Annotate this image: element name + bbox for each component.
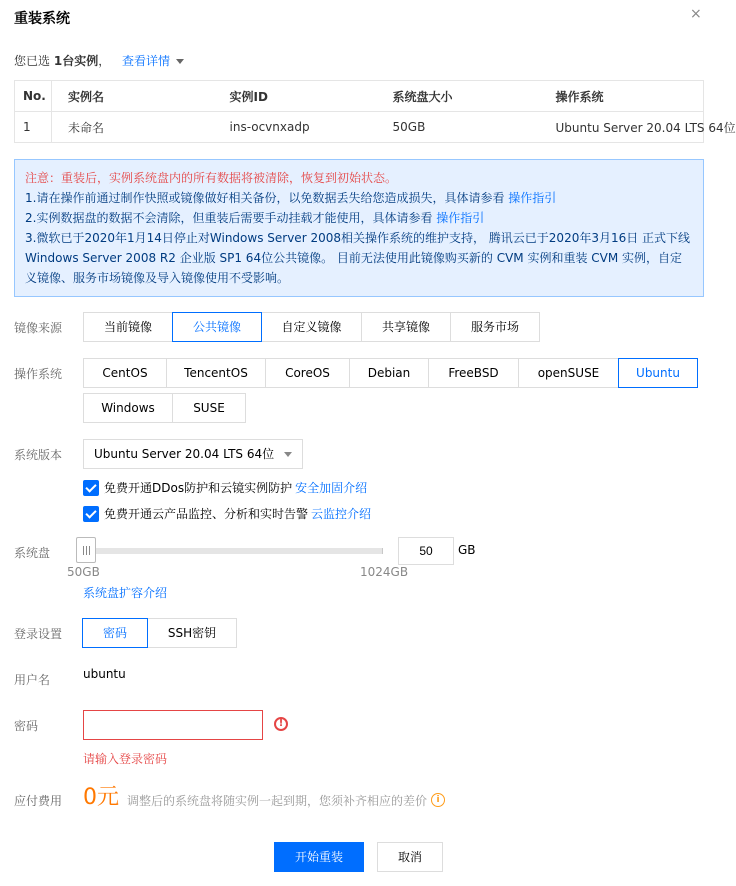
cell-os [540, 112, 736, 143]
disk-size-input[interactable] [398, 537, 454, 565]
monitoring-text: 免费开通云产品监控、分析和实时告警 [104, 507, 309, 521]
notice-box [14, 159, 704, 297]
login-option-ssh-key[interactable]: SSH密钥 [147, 618, 237, 648]
fee-note: 调整后的系统盘将随实例一起到期，您须补齐相应的差价 [127, 794, 428, 808]
login-option-password[interactable]: 密码 [82, 618, 148, 648]
password-label: 密码 [14, 719, 39, 733]
view-details-link[interactable] [122, 54, 184, 68]
disk-expand-link[interactable]: 系统盘扩容介绍 [83, 586, 168, 600]
cell-no: 1 [15, 112, 52, 143]
os-option-opensuse[interactable]: openSUSE [518, 358, 619, 388]
security-hardening-link[interactable]: 安全加固介绍 [295, 481, 368, 495]
password-error-text: 请输入登录密码 [83, 752, 168, 766]
dialog-title: 重装系统 [14, 11, 70, 27]
os-option-tencentos[interactable]: TencentOS [166, 358, 266, 388]
image-source-shared[interactable]: 共享镜像 [361, 312, 451, 342]
ddos-protection-text: 免费开通DDos防护和云镜实例防护 [104, 481, 293, 495]
checkbox-checked-icon [83, 506, 99, 522]
password-input[interactable] [83, 710, 263, 740]
username-label: 用户名 [14, 673, 51, 687]
column-header-os: 操作系统 [540, 81, 704, 112]
column-header-name: 实例名 [52, 81, 214, 112]
table-row [15, 112, 704, 143]
os-option-debian[interactable]: Debian [349, 358, 429, 388]
notice-line-3: 3.微软已于2020年1月14日停止对Windows Server 2008相关操作系统的维护支持， 腾讯云已于2020年3月16日 正式下线 Windows Server 2008 R2 企业版 SP1 64位公共镜像。 目前无法使用此镜像购买新的 CVM 实例和重装 CVM 实例，自定义镜像、服务市场镜像及导入镜像使用不受影响。 [25, 231, 691, 285]
disk-max-label: 1024GB [360, 565, 409, 579]
error-icon: ! [274, 717, 288, 731]
os-option-suse[interactable]: SUSE [172, 393, 246, 423]
cell-os-text: Ubuntu Server 20.04 LTS 64位 [555, 120, 736, 135]
view-details-label: 查看详情 [122, 54, 171, 68]
ddos-protection-checkbox[interactable] [83, 479, 367, 496]
os-option-windows[interactable]: Windows [83, 393, 173, 423]
table-header-row [15, 81, 704, 112]
version-select-value: Ubuntu Server 20.04 LTS 64位 [94, 447, 275, 461]
cell-name: 未命名 [52, 112, 214, 143]
disk-size-unit: GB [458, 543, 476, 557]
os-option-centos[interactable]: CentOS [83, 358, 167, 388]
os-option-coreos[interactable]: CoreOS [265, 358, 350, 388]
cell-disk-size: 50GB [377, 112, 540, 143]
cell-id: ins-ocvnxadp [214, 112, 377, 143]
notice-warning: 注意：重装后，实例系统盘内的所有数据将被清除，恢复到初始状态。 [25, 171, 398, 185]
os-label: 操作系统 [14, 367, 63, 381]
cloud-monitor-link[interactable]: 云监控介绍 [311, 507, 372, 521]
column-header-no: No. [15, 81, 52, 112]
image-source-tabs [84, 312, 540, 342]
column-header-id: 实例ID [214, 81, 377, 112]
image-source-marketplace[interactable]: 服务市场 [450, 312, 540, 342]
version-label: 系统版本 [14, 448, 63, 462]
grip-icon [83, 546, 90, 555]
os-option-ubuntu[interactable]: Ubuntu [618, 358, 698, 388]
os-option-freebsd[interactable]: FreeBSD [428, 358, 519, 388]
notice-line-2 [25, 208, 693, 228]
selection-prefix: 您已选 [14, 54, 51, 68]
system-disk-label: 系统盘 [14, 546, 51, 560]
close-icon[interactable]: × [690, 6, 702, 22]
fee-amount: 0元 [83, 785, 119, 810]
disk-min-label: 50GB [67, 565, 100, 579]
login-method-tabs [83, 618, 237, 648]
column-header-disk-size: 系统盘大小 [377, 81, 540, 112]
image-source-current[interactable]: 当前镜像 [83, 312, 173, 342]
chevron-down-icon [176, 59, 184, 64]
image-source-custom[interactable]: 自定义镜像 [261, 312, 362, 342]
notice-line-1-text: 1.请在操作前通过制作快照或镜像做好相关备份，以免数据丢失给您造成损失，具体请参看 [25, 191, 505, 205]
monitoring-checkbox[interactable] [83, 505, 371, 522]
notice-line-1 [25, 188, 693, 208]
os-options-row-1 [84, 358, 698, 388]
version-select[interactable] [83, 439, 303, 469]
start-reinstall-button[interactable]: 开始重装 [274, 842, 364, 872]
checkbox-checked-icon [83, 480, 99, 496]
disk-size-slider-track[interactable] [83, 548, 383, 554]
cancel-button[interactable]: 取消 [377, 842, 443, 872]
selection-summary [14, 52, 184, 69]
image-source-label: 镜像来源 [14, 321, 63, 335]
username-value: ubuntu [83, 667, 126, 681]
disk-size-slider-handle[interactable] [76, 537, 96, 563]
notice-line-2-text: 2.实例数据盘的数据不会清除，但重装后需要手动挂载才能使用，具体请参看 [25, 211, 433, 225]
fee-label: 应付费用 [14, 794, 63, 808]
slider-tick-max [382, 548, 383, 554]
chevron-down-icon [284, 452, 292, 457]
guide-link-2[interactable]: 操作指引 [436, 211, 485, 225]
guide-link-1[interactable]: 操作指引 [508, 191, 557, 205]
image-source-public[interactable]: 公共镜像 [172, 312, 262, 342]
info-icon[interactable]: i [431, 793, 445, 807]
selection-count: 1台实例 [53, 54, 99, 68]
selection-suffix: ， [98, 54, 111, 68]
instances-table [14, 80, 736, 143]
os-options-row-2 [84, 393, 246, 423]
login-settings-label: 登录设置 [14, 627, 63, 641]
